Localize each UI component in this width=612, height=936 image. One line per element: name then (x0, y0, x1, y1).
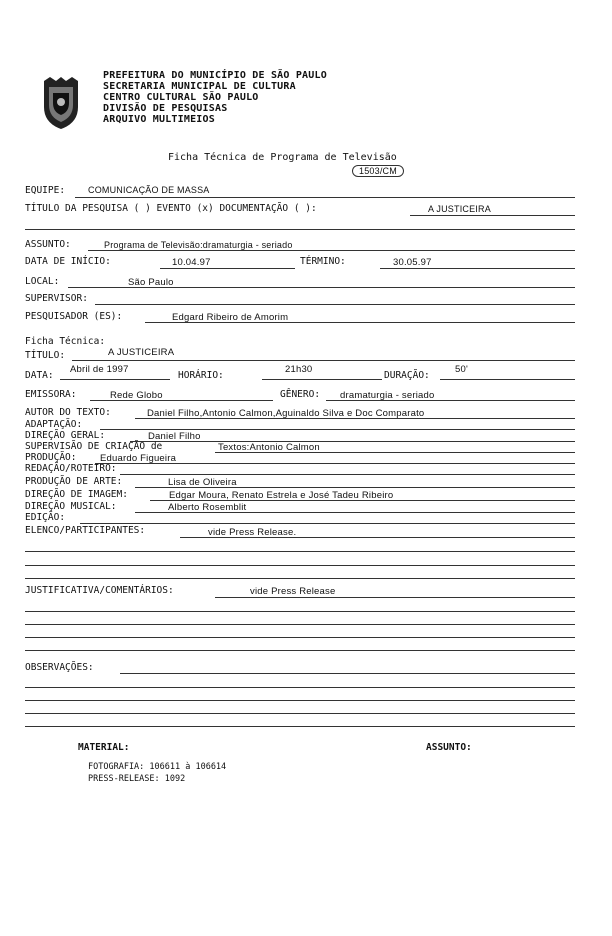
form-title: Ficha Técnica de Programa de Televisão (168, 152, 397, 163)
header-line: SECRETARIA MUNICIPAL DE CULTURA (103, 81, 296, 92)
elenco-label: ELENCO/PARTICIPANTES: (25, 525, 146, 536)
fotografia-entry: FOTOGRAFIA: 106611 à 106614 (88, 762, 227, 772)
producao-value: Eduardo Figueira (100, 453, 177, 464)
duracao-label: DURAÇÃO: (384, 370, 430, 381)
producao-arte-value: Lisa de Oliveira (168, 477, 237, 488)
material-label: MATERIAL: (78, 742, 130, 753)
autor-value: Daniel Filho,Antonio Calmon,Aguinaldo Silva e Doc Comparato (147, 408, 425, 419)
direcao-geral-label: DIREÇÃO GERAL: (25, 430, 106, 441)
genero-label: GÊNERO: (280, 389, 321, 400)
data-inicio-value: 10.04.97 (172, 257, 211, 268)
termino-value: 30.05.97 (393, 257, 432, 268)
supervisao-label: SUPERVISÃO DE CRIAÇÃO de (25, 441, 163, 452)
genero-value: dramaturgia - seriado (340, 390, 435, 401)
emissora-value: Rede Globo (110, 390, 163, 401)
assunto-value: Programa de Televisão:dramaturgia - seriado (104, 240, 293, 250)
supervisor-label: SUPERVISOR: (25, 293, 88, 304)
edicao-label: EDIÇÃO: (25, 512, 66, 523)
direcao-imagem-label: DIREÇÃO DE IMAGEM: (25, 489, 128, 500)
duracao-value: 50' (455, 364, 468, 375)
header-line: DIVISÃO DE PESQUISAS (103, 103, 228, 114)
titulo-label: TÍTULO: (25, 350, 66, 361)
adaptacao-label: ADAPTAÇÃO: (25, 419, 83, 430)
local-label: LOCAL: (25, 276, 60, 287)
supervisao-value: Textos:Antonio Calmon (218, 442, 320, 453)
press-release-entry: PRESS-RELEASE: 1092 (88, 774, 186, 784)
header-line: PREFEITURA DO MUNICÍPIO DE SÃO PAULO (103, 70, 327, 81)
direcao-musical-label: DIREÇÃO MUSICAL: (25, 501, 117, 512)
header-line: ARQUIVO MULTIMEIOS (103, 114, 215, 125)
direcao-musical-value: Alberto Rosemblit (168, 502, 247, 513)
pesquisador-label: PESQUISADOR (ES): (25, 311, 123, 322)
elenco-value: vide Press Release. (208, 527, 297, 538)
data-label: DATA: (25, 370, 54, 381)
direcao-geral-value: Daniel Filho (148, 431, 201, 442)
header-line: CENTRO CULTURAL SÃO PAULO (103, 92, 259, 103)
municipal-crest-icon (40, 75, 82, 131)
producao-arte-label: PRODUÇÃO DE ARTE: (25, 476, 123, 487)
emissora-label: EMISSORA: (25, 389, 77, 400)
institution-header (103, 70, 327, 125)
justificativa-label: JUSTIFICATIVA/COMENTÁRIOS: (25, 585, 174, 596)
horario-value: 21h30 (285, 364, 313, 375)
autor-label: AUTOR DO TEXTO: (25, 407, 111, 418)
redacao-label: REDAÇÃO/ROTEIRO: (25, 463, 117, 474)
termino-label: TÉRMINO: (300, 256, 346, 267)
footer-assunto-label: ASSUNTO: (426, 742, 472, 753)
data-value: Abril de 1997 (70, 364, 129, 375)
titulo-pesquisa-label: TÍTULO DA PESQUISA ( ) EVENTO (x) DOCUMENTAÇÃO ( ): (25, 203, 317, 214)
data-inicio-label: DATA DE INÍCIO: (25, 256, 111, 267)
titulo-pesquisa-value: A JUSTICEIRA (428, 204, 491, 214)
horario-label: HORÁRIO: (178, 370, 224, 381)
observacoes-label: OBSERVAÇÕES: (25, 662, 94, 673)
titulo-value: A JUSTICEIRA (108, 347, 175, 358)
assunto-label: ASSUNTO: (25, 239, 71, 250)
local-value: São Paulo (128, 277, 174, 288)
direcao-imagem-value: Edgar Moura, Renato Estrela e José Tadeu Ribeiro (169, 490, 394, 501)
justificativa-value: vide Press Release (250, 586, 336, 597)
equipe-label: EQUIPE: (25, 185, 66, 196)
pesquisador-value: Edgard Ribeiro de Amorim (172, 312, 289, 323)
ficha-heading: Ficha Técnica: (25, 336, 106, 347)
producao-label: PRODUÇÃO: (25, 452, 77, 463)
equipe-value: COMUNICAÇÃO DE MASSA (88, 185, 210, 195)
document-code: 1503/CM (352, 165, 404, 177)
